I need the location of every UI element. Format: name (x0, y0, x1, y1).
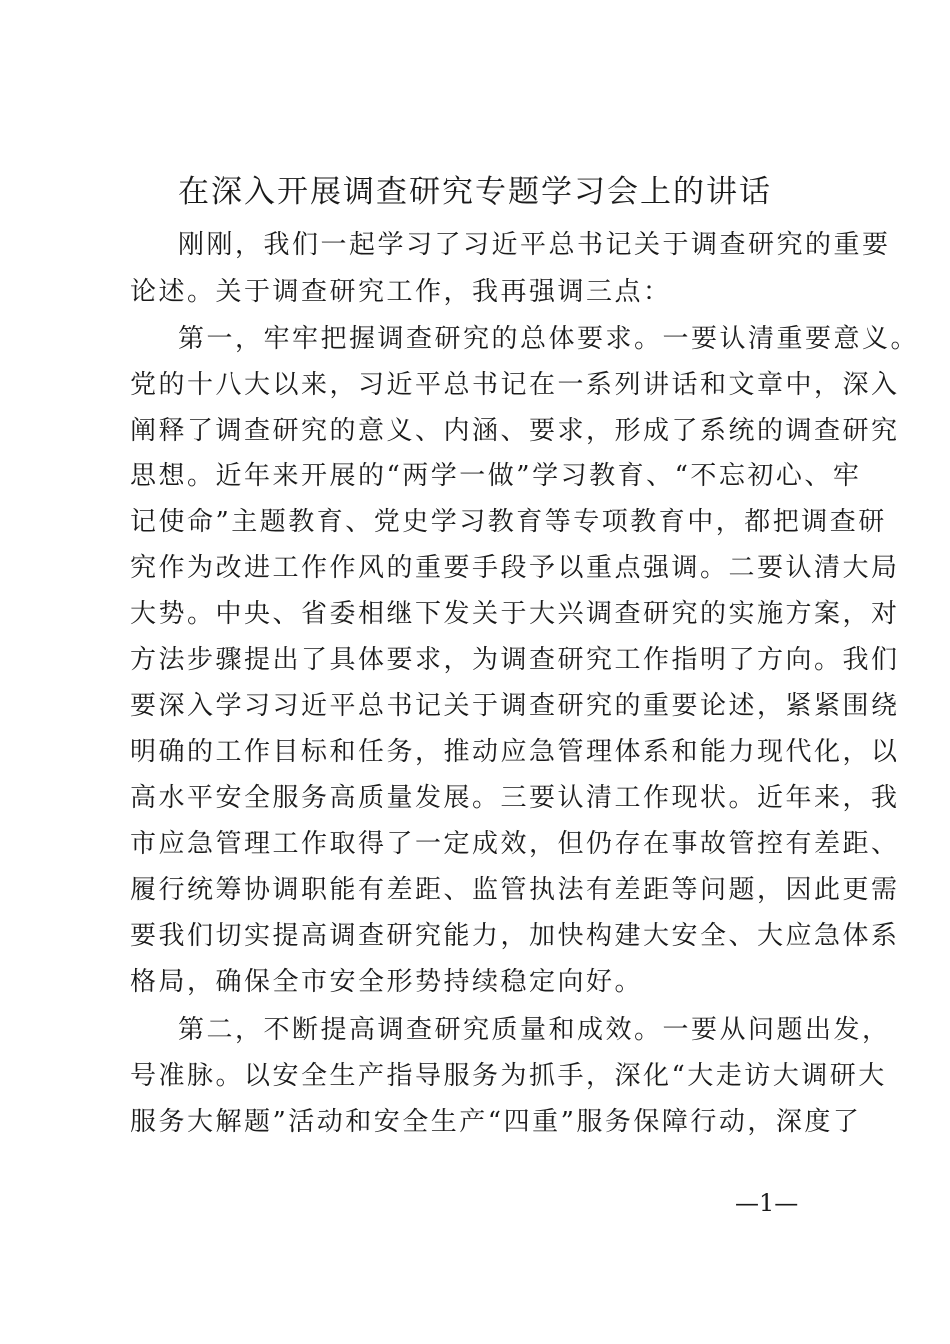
body-line: 党的十八大以来，习近平总书记在一系列讲话和文章中，深入 (130, 370, 900, 400)
body-line: 论述。关于调查研究工作，我再强调三点： (130, 277, 672, 307)
body-line: 刚刚，我们一起学习了习近平总书记关于调查研究的重要 (178, 230, 891, 260)
body-line: 履行统筹协调职能有差距、监管执法有差距等问题，因此更需 (130, 875, 900, 905)
body-line: 记使命”主题教育、党史学习教育等专项教育中，都把调查研 (130, 507, 887, 537)
body-line: 方法步骤提出了具体要求，为调查研究工作指明了方向。我们 (130, 645, 900, 675)
body-line: 格局，确保全市安全形势持续稳定向好。 (130, 967, 644, 997)
body-line: 市应急管理工作取得了一定成效，但仍存在事故管控有差距、 (130, 829, 900, 859)
body-line: 服务大解题”活动和安全生产“四重”服务保障行动，深度了 (130, 1107, 862, 1137)
body-line: 要我们切实提高调查研究能力，加快构建大安全、大应急体系 (130, 921, 900, 951)
body-line: 明确的工作目标和任务，推动应急管理体系和能力现代化，以 (130, 737, 900, 767)
body-line: 阐释了调查研究的意义、内涵、要求，形成了系统的调查研究 (130, 416, 900, 446)
body-line: 思想。近年来开展的“两学一做”学习教育、“不忘初心、牢 (130, 461, 862, 491)
body-line: 号准脉。以安全生产指导服务为抓手，深化“大走访大调研大 (130, 1061, 887, 1091)
page-number: —1— (735, 1189, 799, 1217)
body-line: 大势。中央、省委相继下发关于大兴调查研究的实施方案，对 (130, 599, 900, 629)
body-line: 高水平安全服务高质量发展。三要认清工作现状。近年来，我 (130, 783, 900, 813)
body-line: 第二，不断提高调查研究质量和成效。一要从问题出发， (178, 1015, 891, 1045)
body-line: 要深入学习习近平总书记关于调查研究的重要论述，紧紧围绕 (130, 691, 900, 721)
body-line: 第一，牢牢把握调查研究的总体要求。一要认清重要意义。 (178, 324, 920, 354)
document-title: 在深入开展调查研究专题学习会上的讲话 (178, 174, 772, 210)
body-line: 究作为改进工作作风的重要手段予以重点强调。二要认清大局 (130, 553, 900, 583)
